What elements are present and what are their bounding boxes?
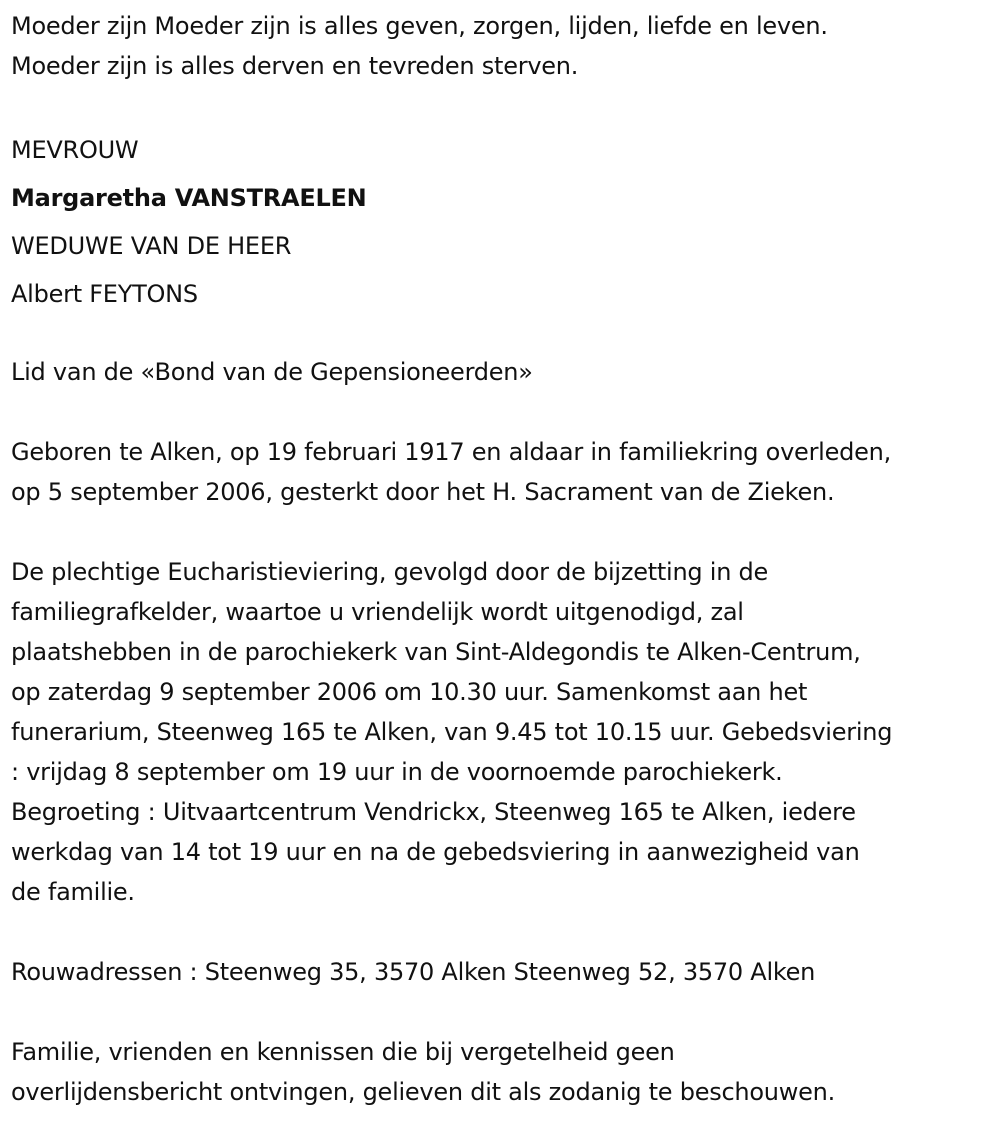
addresses-paragraph <box>11 952 1000 992</box>
ceremony-line: werkdag van 14 tot 19 uur en na de gebedsviering in aanwezigheid van <box>11 838 860 866</box>
ceremony-line: De plechtige Eucharistieviering, gevolgd door de bijzetting in de <box>11 558 769 586</box>
closing-line: Familie, vrienden en kennissen die bij vergetelheid geen <box>11 1038 675 1066</box>
ceremony-paragraph <box>11 552 1000 912</box>
relation-label: WEDUWE VAN DE HEER <box>11 232 292 260</box>
ceremony-line: : vrijdag 8 september om 19 uur in de voornoemde parochiekerk. <box>11 758 783 786</box>
birth-death-paragraph <box>11 432 1000 512</box>
honorific: MEVROUW <box>11 136 139 164</box>
ceremony-line: de familie. <box>11 878 135 906</box>
ceremony-line: funerarium, Steenweg 165 te Alken, van 9.45 tot 10.15 uur. Gebedsviering <box>11 718 893 746</box>
spouse-name: Albert FEYTONS <box>11 280 198 308</box>
motto-line: Moeder zijn Moeder zijn is alles geven, zorgen, lijden, liefde en leven. <box>11 12 828 40</box>
closing-paragraph <box>11 1032 1000 1112</box>
addresses-line: Rouwadressen : Steenweg 35, 3570 Alken Steenweg 52, 3570 Alken <box>11 958 816 986</box>
deceased-block <box>11 126 1000 318</box>
membership-line: Lid van de «Bond van de Gepensioneerden» <box>11 358 533 386</box>
membership-paragraph <box>11 352 1000 392</box>
ceremony-line: familiegrafkelder, waartoe u vriendelijk wordt uitgenodigd, zal <box>11 598 744 626</box>
motto-paragraph <box>11 6 1000 86</box>
ceremony-line: plaatshebben in de parochiekerk van Sint-Aldegondis te Alken-Centrum, <box>11 638 861 666</box>
birth-death-line: Geboren te Alken, op 19 februari 1917 en aldaar in familiekring overleden, <box>11 438 891 466</box>
ceremony-line: op zaterdag 9 september 2006 om 10.30 uur. Samenkomst aan het <box>11 678 808 706</box>
deceased-name: Margaretha VANSTRAELEN <box>11 184 367 212</box>
birth-death-line: op 5 september 2006, gesterkt door het H. Sacrament van de Zieken. <box>11 478 835 506</box>
ceremony-line: Begroeting : Uitvaartcentrum Vendrickx, Steenweg 165 te Alken, iedere <box>11 798 856 826</box>
closing-line: overlijdensbericht ontvingen, gelieven dit als zodanig te beschouwen. <box>11 1078 835 1106</box>
motto-line: Moeder zijn is alles derven en tevreden sterven. <box>11 52 579 80</box>
